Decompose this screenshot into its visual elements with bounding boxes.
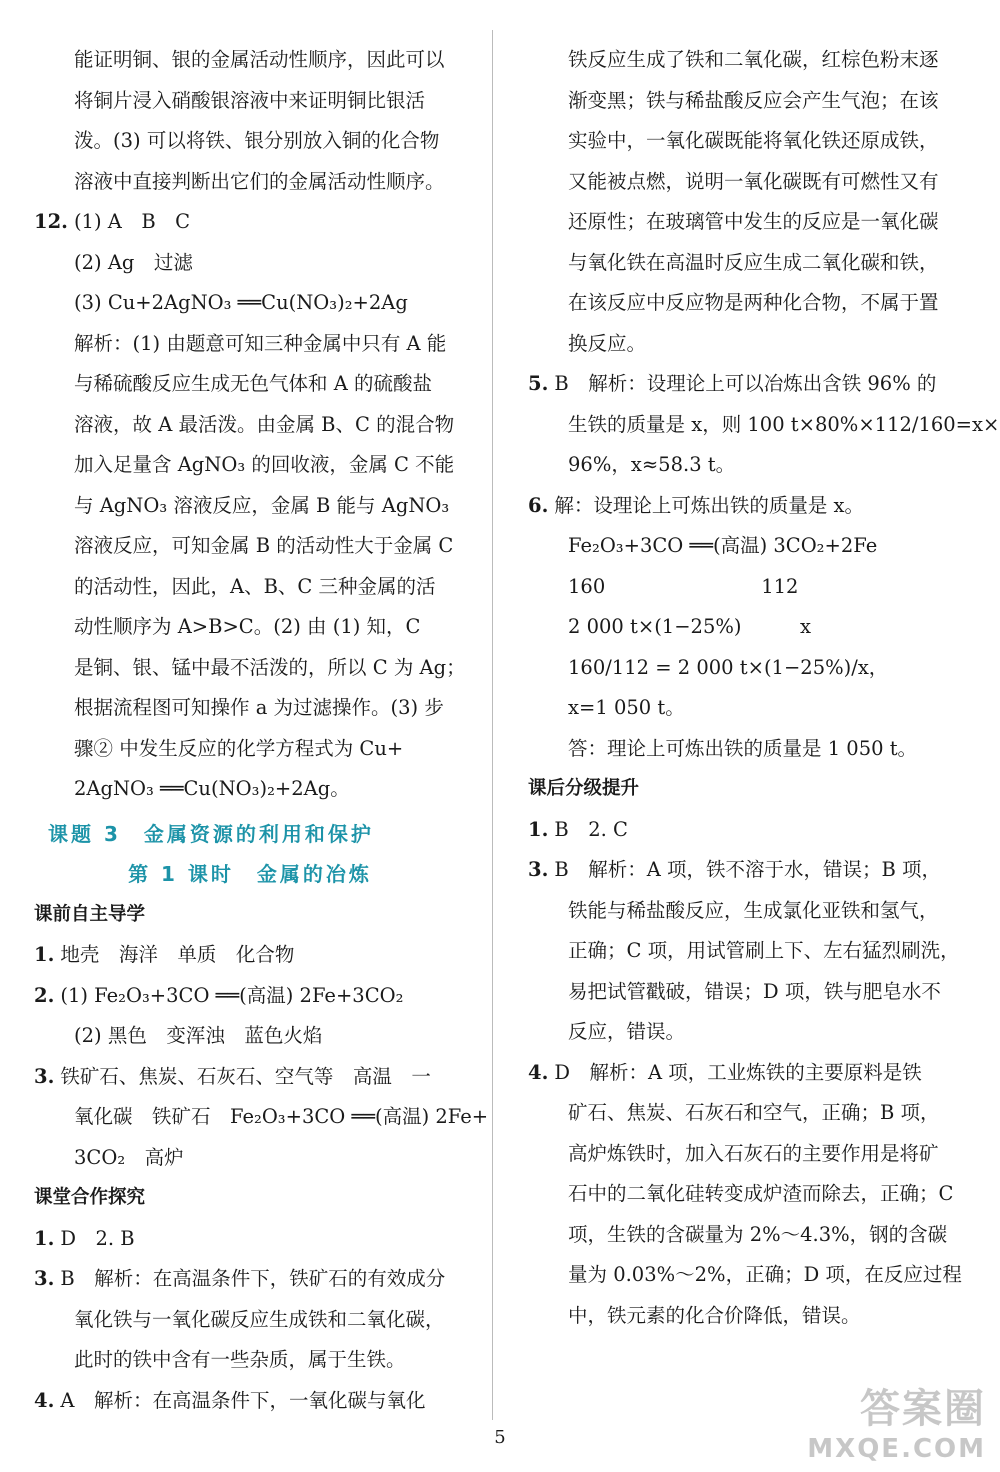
line-text: 96%，x≈58.3 t。 [568,453,736,476]
section-heading [34,1178,466,1219]
line-text: 第 1 课时 金属的冶炼 [128,862,372,886]
text-line [34,364,466,405]
line-text: 矿石、焦炭、石灰石和空气，正确；B 项， [568,1101,940,1124]
line-text: 课后分级提升 [528,778,640,799]
line-text: D 解析：A 项，工业炼铁的主要原料是铁 [554,1060,922,1084]
line-text: 反应，错误。 [568,1020,686,1043]
line-text: 将铜片浸入硝酸银溶液中来证明铜比银活 [74,88,426,112]
line-text: 实验中，一氧化碳既能将氧化铁还原成铁， [568,129,939,152]
line-text: 解：设理论上可炼出铁的质量是 x。 [554,493,865,517]
question-number: 1. [34,943,55,966]
question-number: 3. [528,858,549,881]
line-text: 氧化碳 铁矿石 Fe₂O₃+3CO ══(高温) 2Fe+ [74,1105,489,1128]
section-heading [34,895,466,936]
text-line [528,202,968,243]
text-line [528,1215,968,1256]
question-number: 1. [528,817,549,841]
line-text: 2AgNO₃ ══Cu(NO₃)₂+2Ag。 [74,777,350,800]
text-line [34,121,466,162]
text-line [34,688,466,729]
line-text: 高炉炼铁时，加入石灰石的主要作用是将矿 [568,1141,939,1165]
text-line [528,1174,968,1215]
line-text: B 解析：A 项，铁不溶于水，错误；B 项， [554,858,941,881]
line-text: x=1 050 t。 [568,696,685,719]
text-line [34,445,466,486]
line-text: 泼。(3) 可以将铁、银分别放入铜的化合物 [74,129,440,152]
text-line [34,405,466,446]
lesson-heading [34,854,466,895]
line-text: 160 112 [568,574,799,598]
line-text: 氧化铁与一氧化碳反应生成铁和二氧化碳， [74,1307,445,1331]
question-number: 3. [34,1064,55,1088]
text-line [34,607,466,648]
line-text: (1) Fe₂O₃+3CO ══(高温) 2Fe+3CO₂ [60,983,404,1007]
text-line [528,1093,968,1134]
line-text: 还原性；在玻璃管中发生的反应是一氧化碳 [568,210,939,233]
line-text: 换反应。 [568,331,647,355]
text-line [34,243,466,284]
line-text: 渐变黑；铁与稀盐酸反应会产生气泡；在该 [568,88,939,112]
text-line [34,81,466,122]
text-line [34,1219,466,1260]
text-line [528,243,968,284]
line-text: 2 000 t×(1−25%) x [568,615,811,638]
line-text: 与稀硫酸反应生成无色气体和 A 的硫酸盐 [74,372,432,395]
text-line [528,850,968,891]
line-text: 地壳 海洋 单质 化合物 [60,943,295,966]
text-line [34,202,466,243]
line-text: (1) A B C [73,210,191,233]
question-number: 1. [34,1226,55,1250]
line-text: 在该反应中反应物是两种化合物，不属于置 [568,291,939,314]
line-text: 骤② 中发生反应的化学方程式为 Cu+ [74,736,404,760]
text-line [34,1340,466,1381]
text-line [34,976,466,1017]
line-text: 答：理论上可炼出铁的质量是 1 050 t。 [568,736,918,760]
line-text: 溶液，故 A 最活泼。由金属 B、C 的混合物 [74,412,455,436]
line-text: 课堂合作探究 [34,1187,146,1208]
text-line [34,1138,466,1179]
question-number: 6. [528,493,549,517]
text-line [528,40,968,81]
line-text: 生铁的质量是 x，则 100 t×80%×112/160=x× [568,412,1000,436]
line-text: 课前自主导学 [34,903,146,925]
line-text: 动性顺序为 A>B>C。(2) 由 (1) 知，C [74,615,421,638]
text-line [34,526,466,567]
text-line [528,81,968,122]
text-line [34,486,466,527]
line-text: 又能被点燃，说明一氧化碳既有可燃性又有 [568,169,939,193]
question-number: 4. [528,1060,549,1084]
text-line [528,1134,968,1175]
line-text: 160/112 = 2 000 t×(1−25%)/x， [568,655,889,679]
text-line [34,1300,466,1341]
line-text: 溶液中直接判断出它们的金属活动性顺序。 [74,169,445,193]
text-line [34,648,466,689]
topic-heading [34,814,466,855]
watermark-logo: 答案圈 MXQE.COM [807,1386,986,1464]
column-divider [492,30,493,1420]
line-text: (2) Ag 过滤 [74,250,193,274]
text-line [34,1057,466,1098]
text-line [34,1097,489,1138]
text-line [528,121,968,162]
text-line [528,526,968,567]
text-line [34,1381,466,1422]
line-text: 溶液反应，可知金属 B 的活动性大于金属 C [74,534,454,557]
text-line [528,567,968,608]
line-text: Fe₂O₃+3CO ══(高温) 3CO₂+2Fe [568,534,878,557]
line-text: 加入足量含 AgNO₃ 的回收液，金属 C 不能 [74,453,455,476]
line-text: 量为 0.03%～2%，正确；D 项，在反应过程 [568,1263,962,1286]
text-line [34,729,466,770]
line-text: 铁反应生成了铁和二氧化碳，红棕色粉末逐 [568,48,939,71]
text-line [528,1255,968,1296]
text-line [528,1012,968,1053]
text-line [528,1296,968,1337]
line-text: 此时的铁中含有一些杂质，属于生铁。 [74,1348,406,1371]
text-line [528,810,968,851]
line-text: 正确；C 项，用试管刷上下、左右猛烈刷洗， [568,939,960,962]
text-line [528,486,968,527]
text-line [34,769,466,810]
line-text: 易把试管戳破，错误；D 项，铁与肥皂水不 [568,979,941,1003]
line-text: 课题 3 金属资源的利用和保护 [48,821,374,846]
question-number: 2. [34,983,55,1007]
line-text: B 解析：在高温条件下，铁矿石的有效成分 [60,1267,446,1290]
line-text: B 2. C [554,817,628,841]
text-line [528,648,968,689]
line-text: 根据流程图可知操作 a 为过滤操作。(3) 步 [74,696,444,719]
line-text: 铁矿石、焦炭、石灰石、空气等 高温 一 [60,1064,431,1088]
line-text: 铁能与稀盐酸反应，生成氯化亚铁和氢气， [568,898,939,922]
question-number: 4. [34,1388,55,1412]
line-text: (2) 黑色 变浑浊 蓝色火焰 [74,1024,323,1047]
line-text: 是铜、银、锰中最不活泼的，所以 C 为 Ag； [74,655,466,679]
question-number: 12. [34,210,68,233]
question-number: 3. [34,1267,55,1290]
left-column [34,40,489,1421]
text-line [34,1016,466,1057]
text-line [528,607,968,648]
text-line [34,567,466,608]
line-text: A 解析：在高温条件下，一氧化碳与氧化 [60,1388,426,1412]
line-text: 石中的二氧化硅转变成炉渣而除去，正确；C [568,1182,954,1205]
text-line [34,935,466,976]
text-line [528,729,968,770]
text-line [34,162,466,203]
line-text: 项，生铁的含碳量为 2%～4.3%，钢的含碳 [568,1222,948,1246]
text-line [528,931,968,972]
line-text: 能证明铜、银的金属活动性顺序，因此可以 [74,48,445,71]
text-line [528,162,968,203]
line-text: (3) Cu+2AgNO₃ ══Cu(NO₃)₂+2Ag [74,291,408,314]
text-line [528,283,968,324]
text-line [528,324,968,365]
line-text: 与氧化铁在高温时反应生成二氧化碳和铁， [568,250,939,274]
right-column [528,40,1000,1336]
text-line [528,405,1000,446]
text-line [528,688,968,729]
text-line [34,283,466,324]
question-number: 5. [528,372,549,395]
line-text: 的活动性，因此，A、B、C 三种金属的活 [74,574,436,598]
line-text: 解析：(1) 由题意可知三种金属中只有 A 能 [74,331,447,355]
line-text: B 解析：设理论上可以冶炼出含铁 96% 的 [554,372,937,395]
text-line [34,324,466,365]
section-heading [528,769,968,810]
text-line [528,891,968,932]
text-line [34,1259,466,1300]
page-number: 5 [494,1427,506,1448]
line-text: 中，铁元素的化合价降低，错误。 [568,1303,861,1327]
line-text: D 2. B [60,1226,135,1250]
text-line [528,445,968,486]
line-text: 3CO₂ 高炉 [74,1145,184,1169]
text-line [528,972,968,1013]
text-line [34,40,466,81]
text-line [528,364,968,405]
line-text: 与 AgNO₃ 溶液反应，金属 B 能与 AgNO₃ [74,493,450,517]
text-line [528,1053,968,1094]
